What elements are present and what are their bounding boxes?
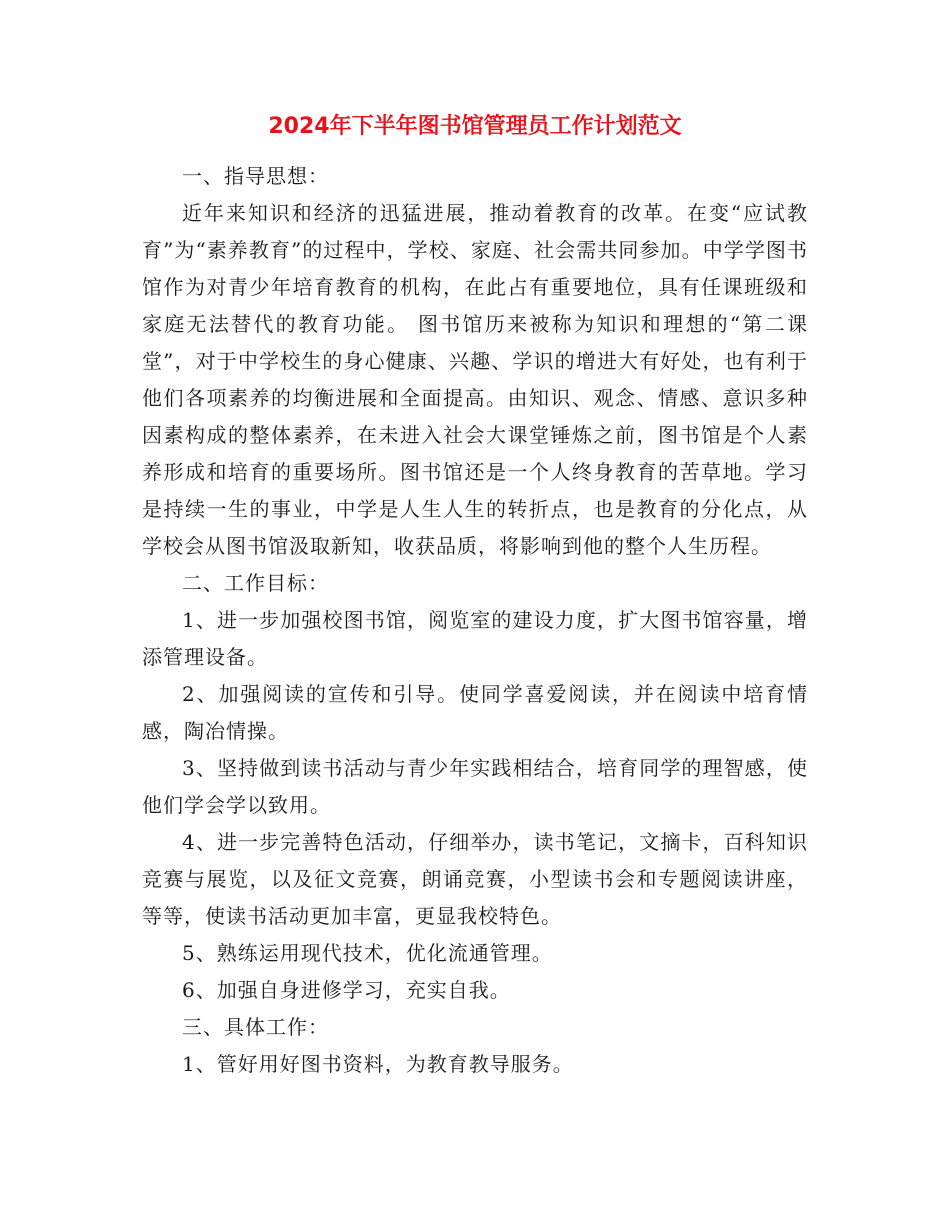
heading-work-goals: 二、工作目标：: [182, 571, 329, 595]
heading-specific-work: 三、具体工作：: [182, 1015, 329, 1039]
goal-item-4: 4、进一步完善特色活动，仔细举办，读书笔记，文摘卡，百科知识竞赛与展览，以及征文竞赛，朗诵竞赛，小型读书会和专题阅读讲座，等等，使读书活动更加丰富，更显我校特色。: [142, 830, 808, 928]
paragraph-guiding-thought: 近年来知识和经济的迅猛进展，推动着教育的改革。在变“应试教育”为“素养教育”的过程中，学校、家庭、社会需共同参加。中学学图书馆作为对青少年培育教育的机构，在此占有重要地位，具有任课班级和家庭无法替代的教育功能。 图书馆历来被称为知识和理想的“第二课堂”，对于中学校生的身心健康、兴趣、学识的增进大有好处，也有利于他们各项素养的均衡进展和全面提高。由知识、观念、情感、意识多种因素构成的整体素养，在未进入社会大课堂锤炼之前，图书馆是个人素养形成和培育的重要场所。图书馆还是一个人终身教育的苦草地。学习是持续一生的事业，中学是人生人生的转折点，也是教育的分化点，从学校会从图书馆汲取新知，收获品质，将影响到他的整个人生历程。: [142, 201, 808, 558]
document-body: [142, 158, 808, 1083]
goal-item-3: 3、坚持做到读书活动与青少年实践相结合，培育同学的理智感，使他们学会学以致用。: [142, 756, 808, 817]
goal-item-6: 6、加强自身进修学习，充实自我。: [182, 978, 511, 1002]
heading-guiding-thought: 一、指导思想：: [182, 164, 329, 188]
document-title: 2024年下半年图书馆管理员工作计划范文: [268, 114, 682, 139]
work-item-1: 1、管好用好图书资料，为教育教导服务。: [182, 1052, 574, 1076]
goal-item-2: 2、加强阅读的宣传和引导。使同学喜爱阅读，并在阅读中培育情感，陶冶情操。: [142, 682, 808, 743]
goal-item-5: 5、熟练运用现代技术，优化流通管理。: [182, 941, 553, 965]
goal-item-1: 1、进一步加强校图书馆，阅览室的建设力度，扩大图书馆容量，增添管理设备。: [142, 608, 808, 669]
